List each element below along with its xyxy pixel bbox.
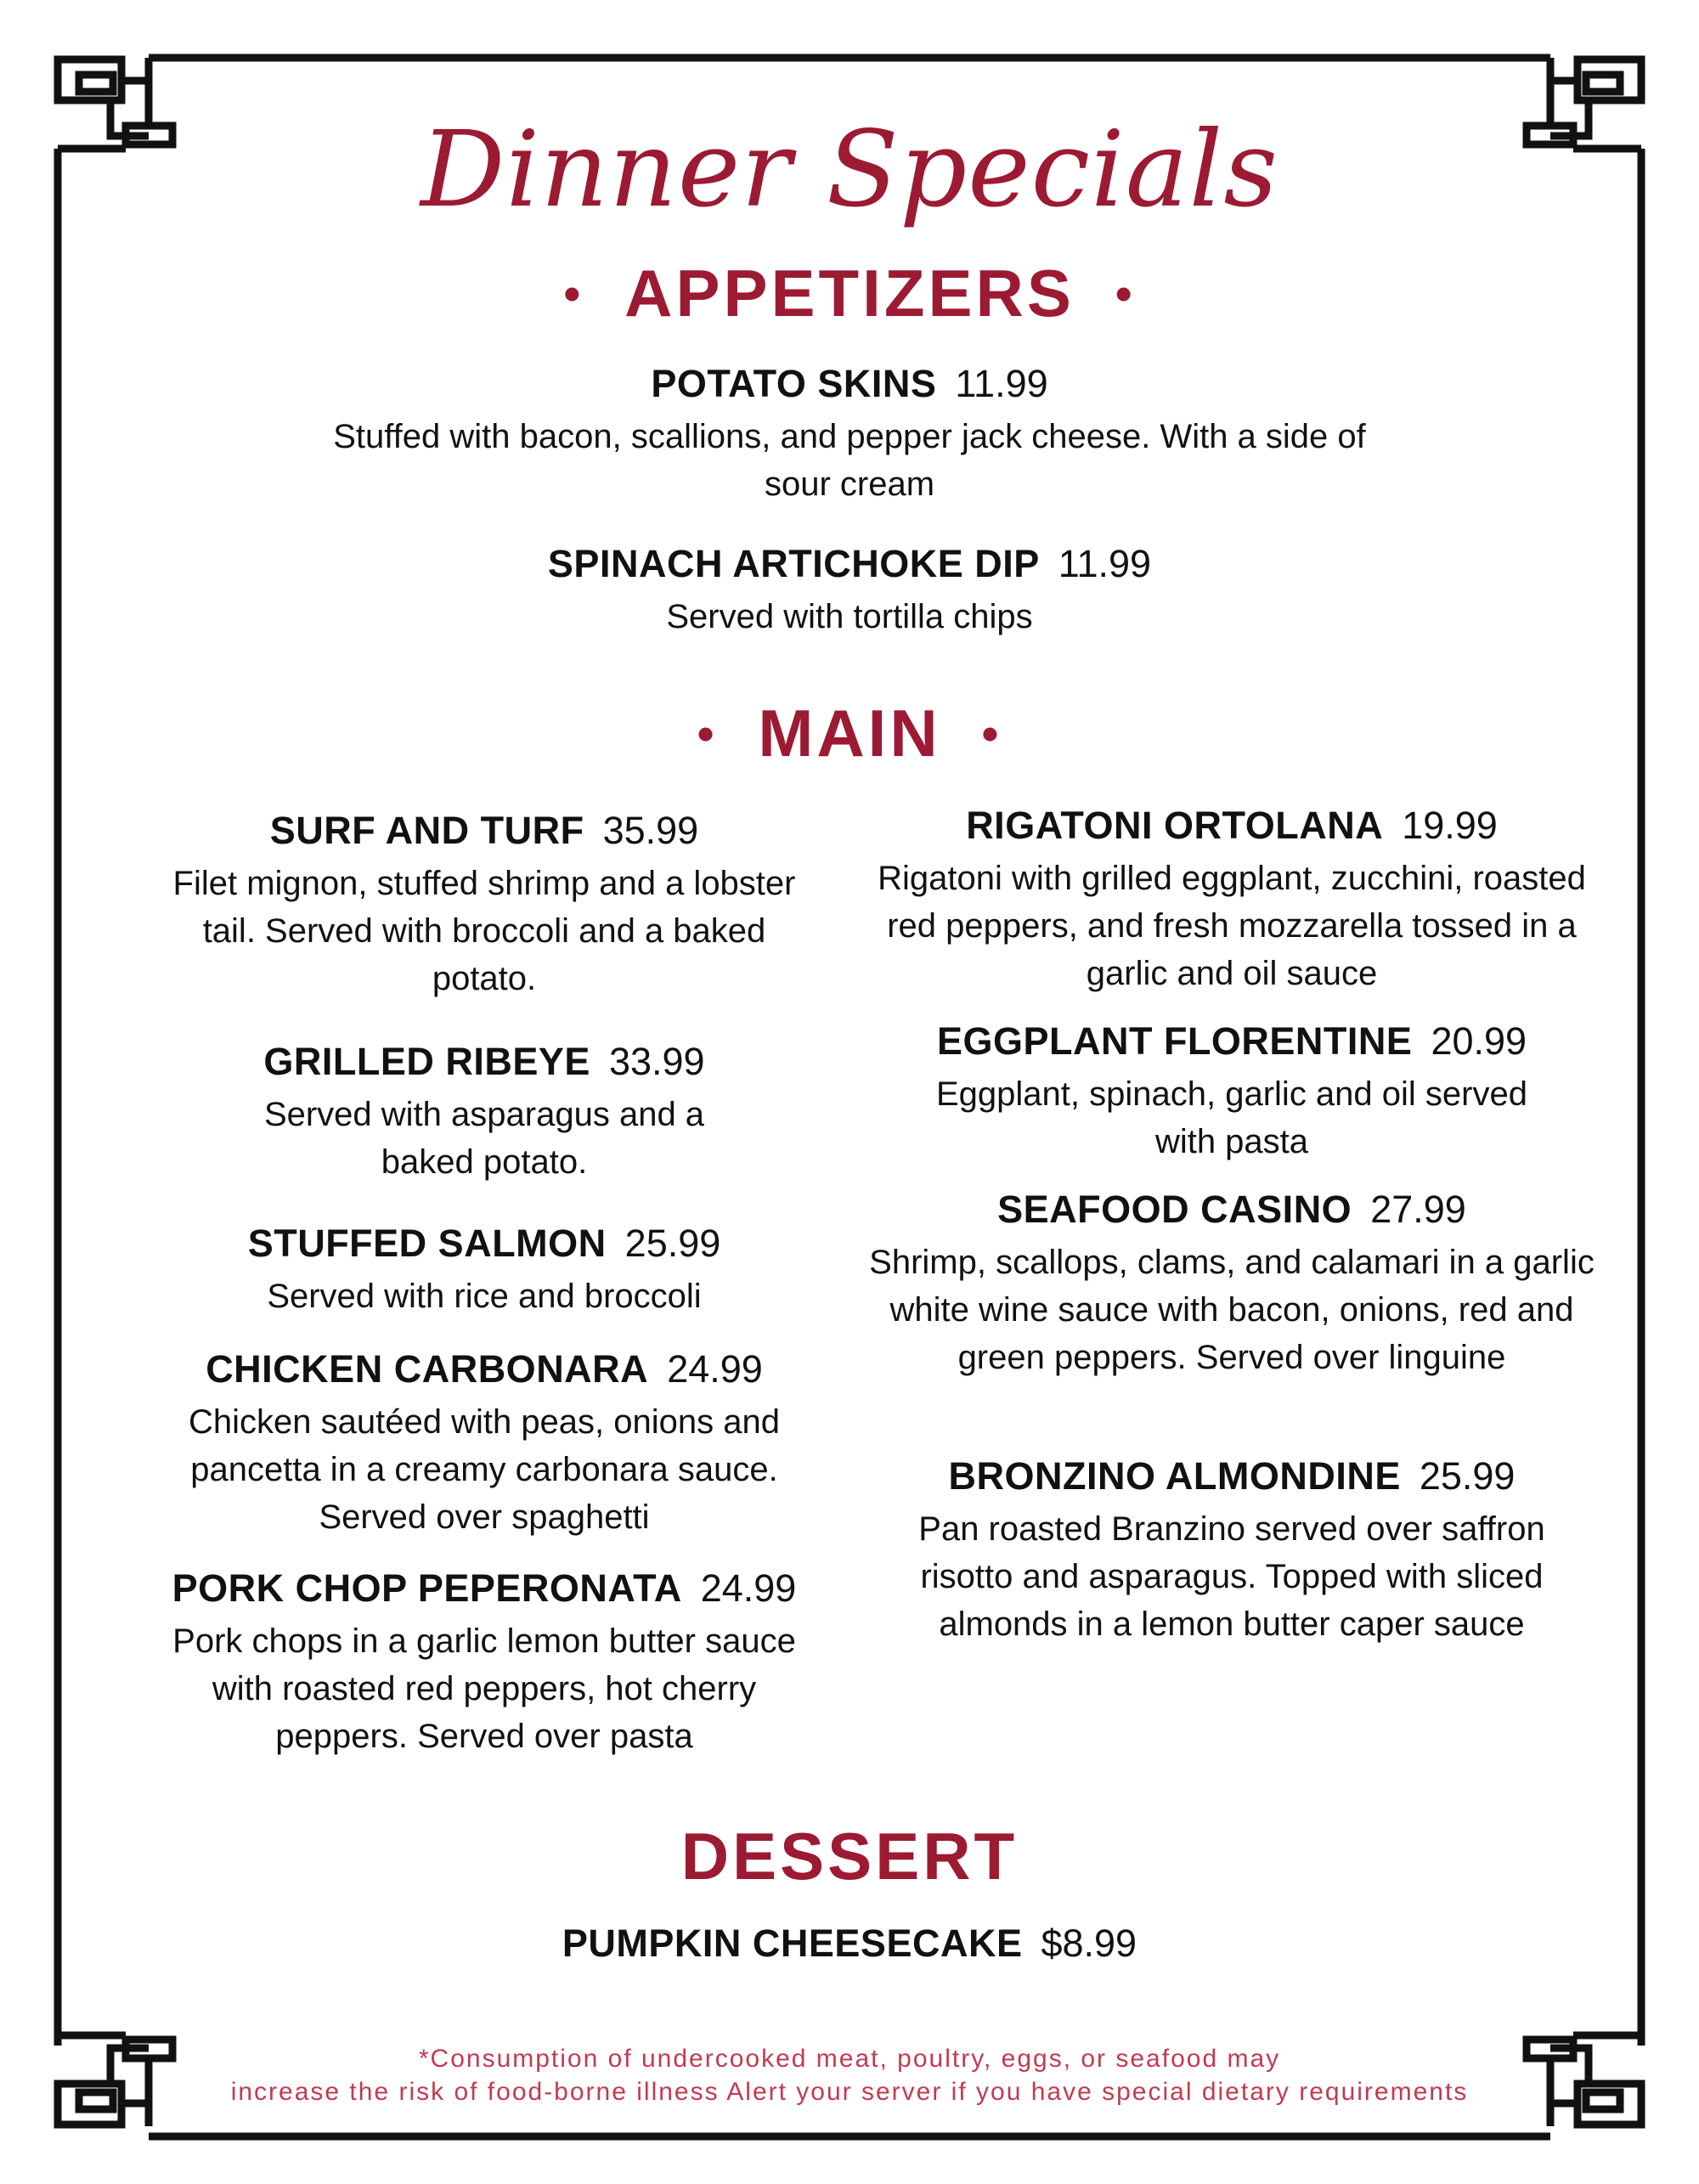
- menu-item-potato-skins: [306, 358, 1393, 508]
- bullet-icon: •: [563, 266, 584, 320]
- menu-item-surf-and-turf: [136, 805, 833, 1002]
- dessert-heading: DESSERT: [680, 1819, 1019, 1893]
- item-price: 33.99: [608, 1040, 705, 1083]
- item-name: POTATO SKINS: [651, 362, 937, 405]
- item-name: EGGPLANT FLORENTINE: [936, 1019, 1413, 1063]
- item-price: 25.99: [624, 1222, 721, 1265]
- appetizers-heading-label: APPETIZERS: [624, 256, 1075, 330]
- menu-item-grilled-ribeye: [136, 1036, 833, 1186]
- item-name: SEAFOOD CASINO: [997, 1188, 1352, 1231]
- food-safety-disclaimer: [153, 2042, 1546, 2108]
- menu-item-pork-chop-peperonata: [136, 1563, 833, 1760]
- menu-item-spinach-artichoke-dip: [306, 539, 1393, 641]
- item-price: 25.99: [1419, 1454, 1516, 1498]
- item-description: Served with rice and broccoli: [267, 1278, 702, 1315]
- item-description: Rigatoni with grilled eggplant, zucchini, roasted red peppers, and fresh mozzarella tossed in a garlic and oil sauce: [878, 860, 1586, 992]
- item-description: Shrimp, scallops, clams, and calamari in a garlic white wine sauce with bacon, onions, red and green peppers. Served over linguine: [869, 1244, 1595, 1376]
- item-price: $8.99: [1041, 1922, 1137, 1965]
- item-description: Served with tortilla chips: [666, 598, 1033, 635]
- item-price: 24.99: [667, 1347, 763, 1391]
- bullet-icon: •: [697, 706, 718, 760]
- item-name: SPINACH ARTICHOKE DIP: [547, 542, 1040, 585]
- item-description: Chicken sautéed with peas, onions and pancetta in a creamy carbonara sauce. Served over spaghetti: [188, 1403, 780, 1536]
- item-description: Stuffed with bacon, scallions, and pepper jack cheese. With a side of sour cream: [333, 418, 1366, 503]
- item-name: RIGATONI ORTOLANA: [966, 804, 1384, 847]
- item-name: PORK CHOP PEPERONATA: [172, 1566, 682, 1610]
- item-price: 11.99: [955, 362, 1048, 405]
- menu-item-rigatoni-ortolana: [866, 800, 1597, 997]
- item-description: Pork chops in a garlic lemon butter sauce with roasted red peppers, hot cherry peppers. Served over pasta: [172, 1622, 796, 1755]
- disclaimer-line-2: increase the risk of food-borne illness Alert your server if you have special dietary requirements: [230, 2078, 1469, 2106]
- menu-item-bronzino-almondine: [866, 1451, 1597, 1648]
- menu-item-pumpkin-cheesecake: [306, 1918, 1393, 1969]
- menu-item-chicken-carbonara: [136, 1344, 833, 1541]
- item-description: Pan roasted Branzino served over saffron risotto and asparagus. Topped with sliced almonds in a lemon butter caper sauce: [918, 1510, 1545, 1643]
- bullet-icon: •: [981, 706, 1002, 760]
- item-price: 27.99: [1370, 1188, 1466, 1231]
- menu-item-eggplant-florentine: [866, 1016, 1597, 1165]
- item-price: 20.99: [1431, 1019, 1527, 1063]
- menu-item-seafood-casino: [866, 1184, 1597, 1381]
- item-description: Served with asparagus and a baked potato.: [263, 1096, 705, 1181]
- bullet-icon: •: [1115, 266, 1136, 320]
- main-heading-label: MAIN: [758, 696, 941, 770]
- menu-title: Dinner Specials: [421, 109, 1278, 231]
- item-price: 19.99: [1402, 804, 1498, 847]
- item-price: 24.99: [700, 1566, 797, 1610]
- item-name: PUMPKIN CHEESECAKE: [562, 1922, 1023, 1965]
- item-name: CHICKEN CARBONARA: [206, 1347, 649, 1391]
- item-name: BRONZINO ALMONDINE: [948, 1454, 1401, 1498]
- item-name: GRILLED RIBEYE: [263, 1040, 590, 1083]
- item-price: 11.99: [1058, 542, 1152, 585]
- item-name: SURF AND TURF: [269, 809, 584, 852]
- disclaimer-line-1: *Consumption of undercooked meat, poultry, eggs, or seafood may: [418, 2045, 1281, 2073]
- main-heading: [0, 695, 1699, 772]
- item-price: 35.99: [602, 809, 699, 852]
- item-name: STUFFED SALMON: [247, 1222, 607, 1265]
- item-description: Filet mignon, stuffed shrimp and a lobster tail. Served with broccoli and a baked potato.: [172, 865, 796, 997]
- appetizers-heading: [0, 255, 1699, 332]
- menu-item-stuffed-salmon: [136, 1218, 833, 1320]
- item-description: Eggplant, spinach, garlic and oil served with pasta: [936, 1075, 1527, 1160]
